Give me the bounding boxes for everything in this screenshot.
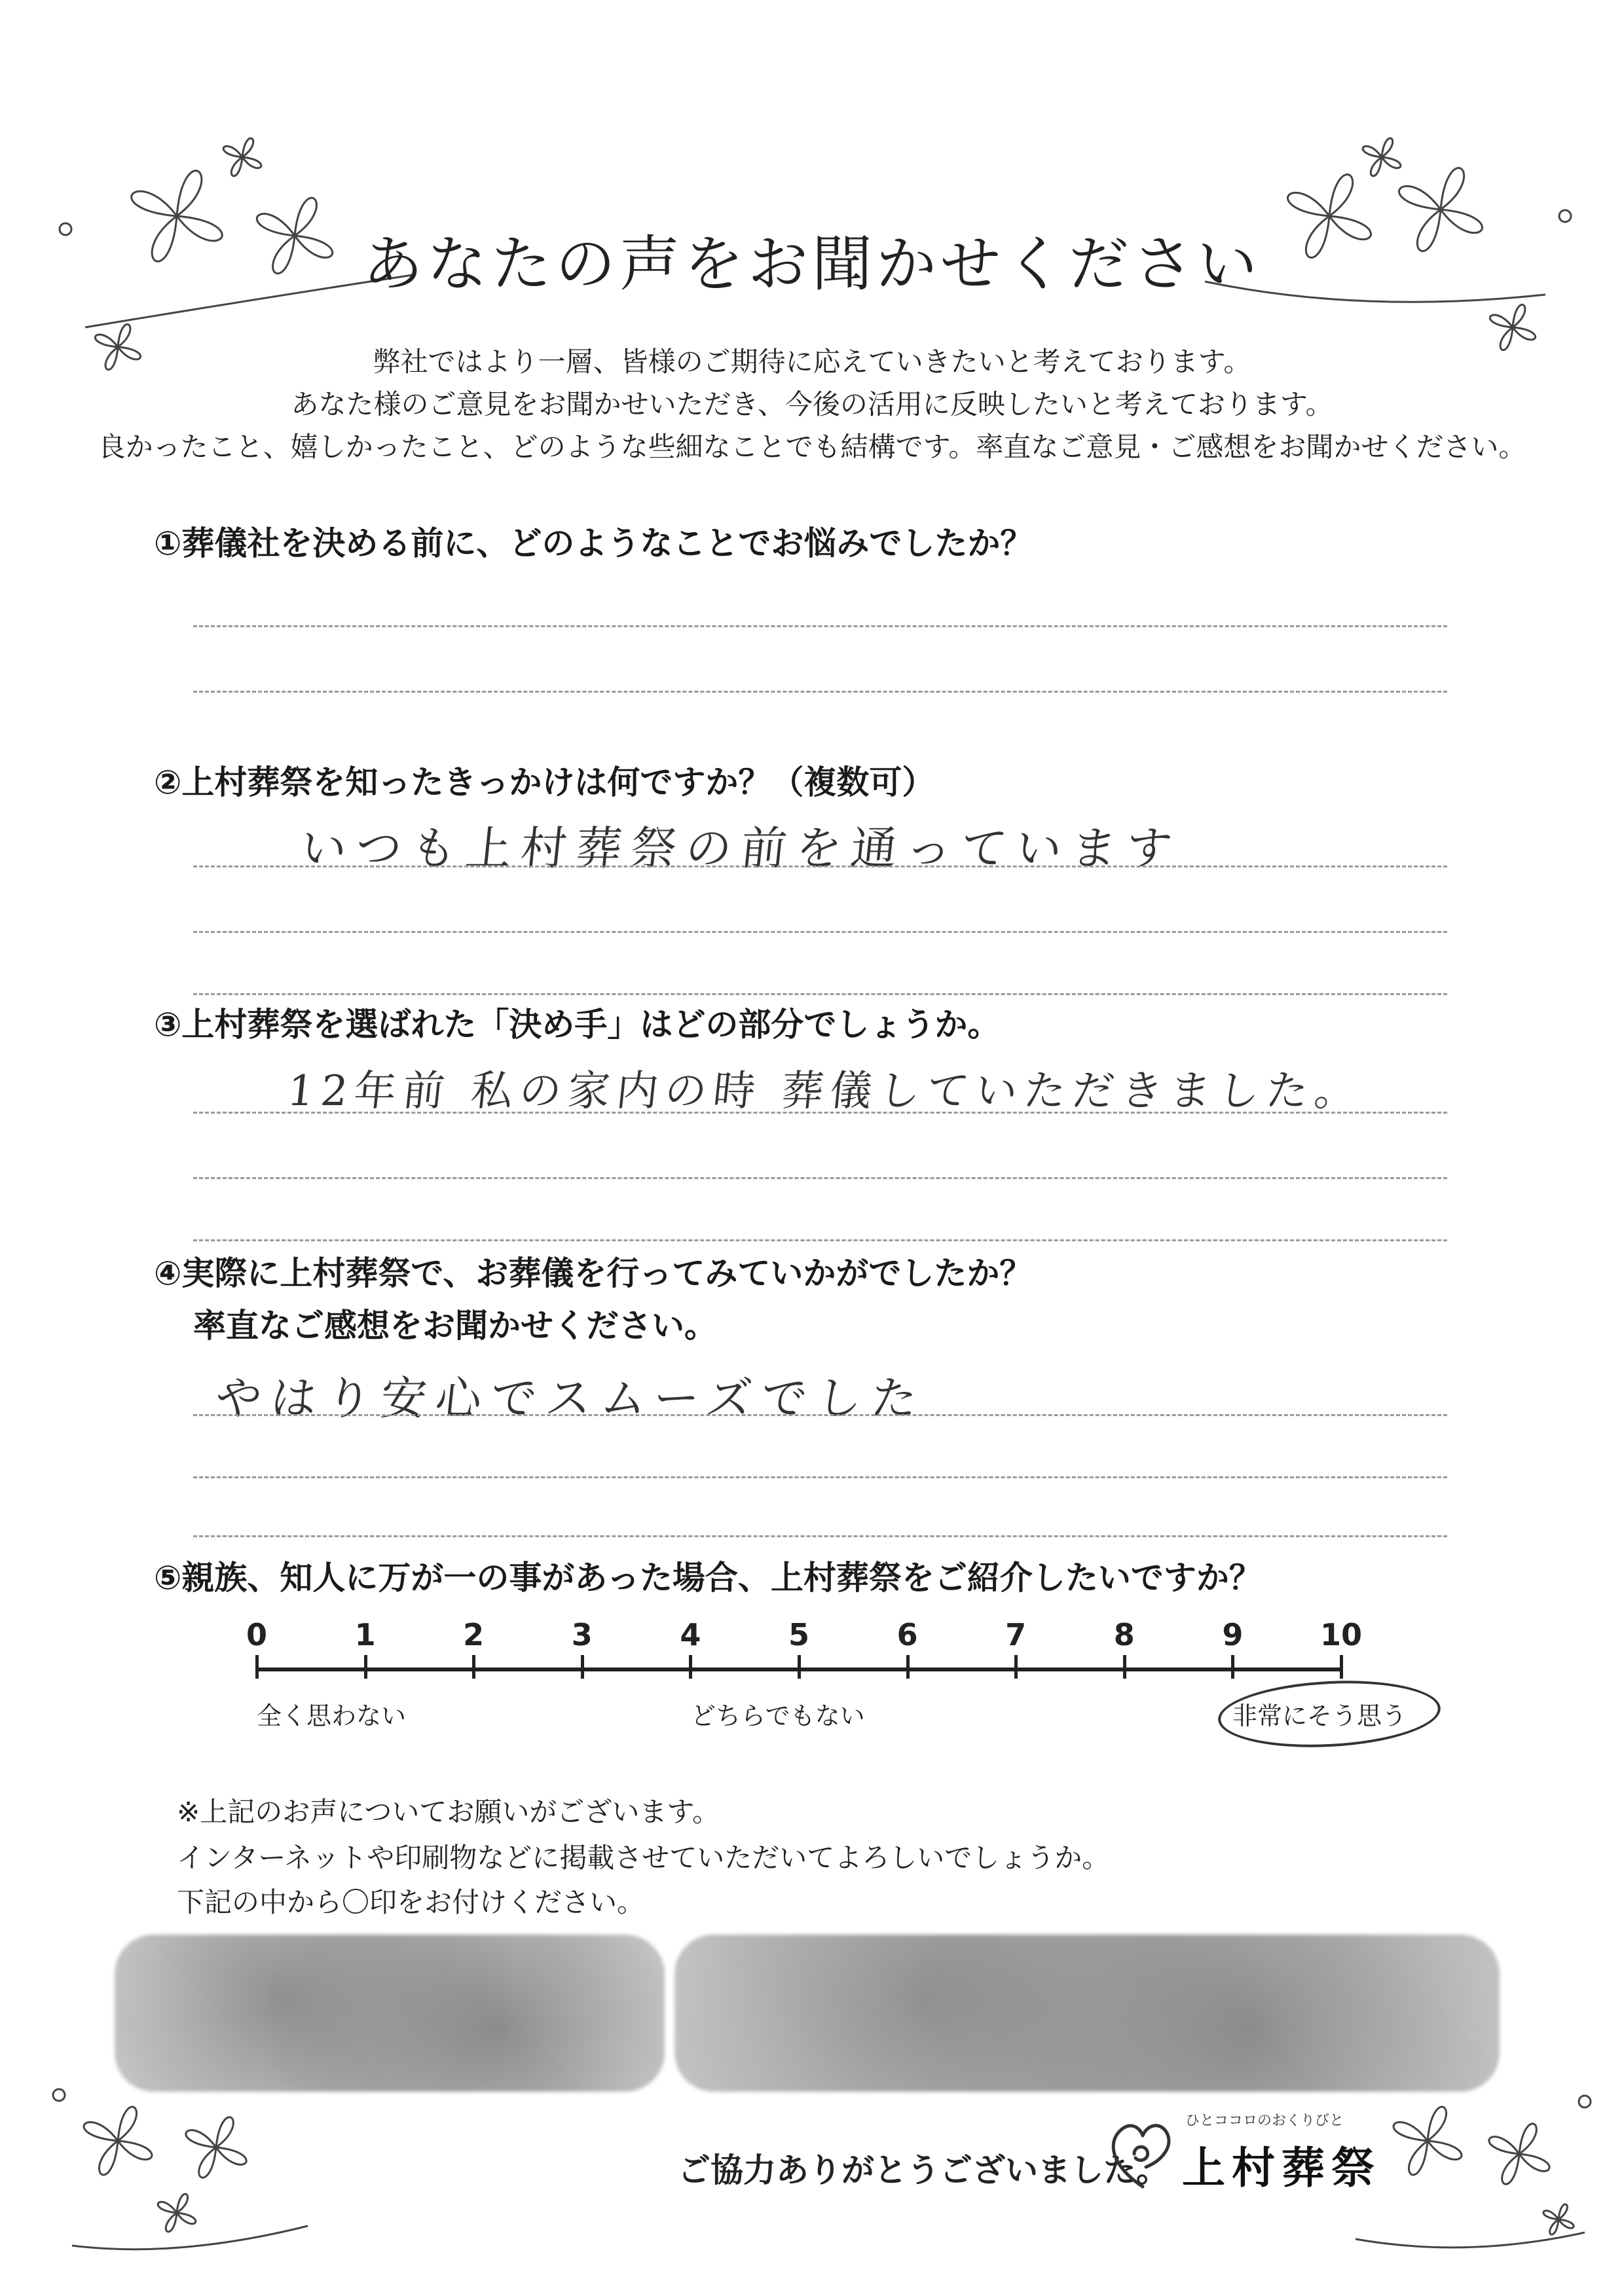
company-logo-name: 上村葬祭 [1182,2143,1381,2193]
answer-4[interactable]: やはり安心でスムーズでした [213,1372,929,1425]
four-leaf-clover-icon [1489,2124,1549,2184]
scale-tick [689,1655,692,1679]
logo-tagline: ひとココロのおくりびと [1185,2113,1344,2129]
publication-note-2: インターネットや印刷物などに掲載させていただいてよろしいでしょうか。 [177,1842,1110,1874]
scale-tick-number[interactable]: 0 [246,1617,267,1652]
intro-line-2: あなた様のご意見をお聞かせいただき、今後の活用に反映したいと考えております。 [291,388,1333,420]
scale-tick [472,1655,475,1679]
scale-tick [1340,1655,1343,1679]
publication-note-3: 下記の中から〇印をお付けください。 [177,1886,645,1918]
thank-you-text: ご協力ありがとうございました。 [678,2151,1169,2189]
four-leaf-clover-icon [1363,138,1401,176]
answer-line [193,1414,1447,1416]
selected-answer-circle [1217,1675,1443,1753]
heart-swirl-logo-icon [1107,2115,1179,2193]
scale-tick [1231,1655,1234,1679]
scale-tick-number[interactable]: 5 [788,1617,809,1652]
scale-tick-number[interactable]: 4 [680,1617,701,1652]
intro-line-3: 良かったこと、嬉しかったこと、どのような些細なことでも結構です。率直なご意見・ご感想をお聞かせください。 [98,431,1526,463]
four-leaf-clover-icon [223,138,261,176]
answer-line [193,691,1447,693]
scale-tick-number[interactable]: 1 [354,1617,376,1652]
scale-tick-number[interactable]: 2 [463,1617,485,1652]
scale-label-low: 全く思わない [257,1702,407,1730]
answer-line [193,625,1447,627]
clover-decoration-bottom-left [46,2062,321,2278]
four-leaf-clover-icon [84,2107,152,2175]
scale-tick [1123,1655,1126,1679]
clover-decoration-bottom-right [1349,2062,1611,2278]
publication-note-1: ※上記のお声についてお願いがございます。 [177,1796,720,1828]
scale-tick [364,1655,367,1679]
answer-line [193,993,1447,995]
answer-line [193,1177,1447,1179]
scale-tick-number[interactable]: 8 [1113,1617,1135,1652]
answer-3[interactable]: 12年前 私の家内の時 葬儀していただきました。 [285,1067,1366,1116]
scale-tick [581,1655,584,1679]
four-leaf-clover-icon [1393,2107,1462,2175]
scale-tick [798,1655,801,1679]
question-5: ⑤親族、知人に万が一の事があった場合、上村葬祭をご紹介したいですか？ [154,1559,1262,1597]
question-4-subtext: 率直なご感想をお聞かせください。 [193,1307,717,1345]
redacted-area-left [115,1935,665,2092]
four-leaf-clover-icon [1543,2204,1574,2234]
question-2: ②上村葬祭を知ったきっかけは何ですか？（複数可） [154,763,935,801]
question-1: ①葬儀社を決める前に、どのようなことでお悩みでしたか？ [154,524,1033,562]
scale-tick-number[interactable]: 9 [1222,1617,1244,1652]
scale-tick [906,1655,910,1679]
redacted-area-right [674,1935,1500,2092]
page-title: あなたの声をお聞かせください [362,229,1261,299]
scale-label-mid: どちらでもない [691,1702,865,1730]
scale-tick-number[interactable]: 7 [1005,1617,1027,1652]
question-4: ④実際に上村葬祭で、お葬儀を行ってみていかがでしたか？ [154,1254,1033,1292]
answer-2[interactable]: いつも上村葬祭の前を通っています [298,822,1184,875]
intro-line-1: 弊社ではより一層、皆様のご期待に応えていきたいと考えております。 [373,346,1251,378]
answer-line [193,1239,1447,1241]
scale-tick-number[interactable]: 10 [1320,1617,1362,1652]
answer-line [193,1112,1447,1114]
scale-tick-number[interactable]: 6 [896,1617,918,1652]
scale-label-high[interactable]: 非常にそう思う [1232,1702,1407,1730]
answer-line [193,866,1447,867]
answer-line [193,1476,1447,1478]
scale-tick [1014,1655,1018,1679]
answer-line [193,931,1447,933]
answer-line [193,1535,1447,1537]
scale-tick [255,1655,259,1679]
four-leaf-clover-icon [186,2117,246,2178]
four-leaf-clover-icon [158,2194,196,2232]
question-3: ③上村葬祭を選ばれた「決め手」はどの部分でしょうか。 [154,1006,1001,1044]
scale-tick-number[interactable]: 3 [571,1617,593,1652]
